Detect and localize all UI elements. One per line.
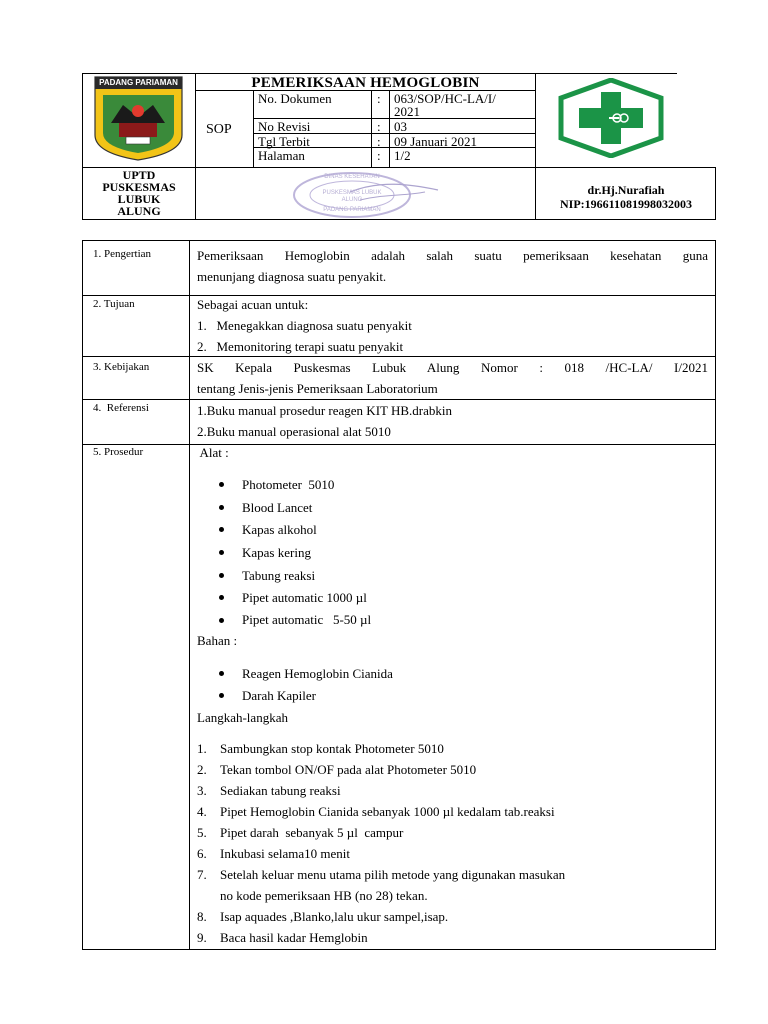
meta-rev-label: No Revisi [258, 119, 311, 134]
meta-doc-value-2: 2021 [394, 104, 420, 119]
step-num: 3. [197, 783, 207, 798]
step-text: no kode pemeriksaan HB (no 28) tekan. [220, 888, 428, 903]
stamp-text-bottom: PADANG PARIAMAN [323, 207, 381, 213]
org-line-3: LUBUK [117, 192, 161, 206]
alat-item: Photometer 5010 [242, 477, 335, 492]
bullet [219, 550, 224, 555]
step-num: 4. [197, 804, 207, 819]
signer-name: dr.Hj.Nurafiah [587, 183, 665, 197]
alat-item: Kapas kering [242, 545, 311, 560]
alat-item: Tabung reaksi [242, 568, 316, 583]
stamp-text-mid: PUSKESMAS LUBUK ALUNG [322, 190, 382, 203]
step-text: Sambungkan stop kontak Photometer 5010 [220, 741, 444, 756]
meta-doc-label: No. Dokumen [258, 91, 332, 106]
step-text: Pipet Hemoglobin Cianida sebanyak 1000 µl kedalam tab.reaksi [220, 804, 555, 819]
org-line-1: UPTD [122, 168, 156, 182]
step-num: 6. [197, 846, 207, 861]
referensi-item-2: 2.Buku manual operasional alat 5010 [197, 424, 391, 439]
meta-rev-value: 03 [394, 119, 407, 134]
meta-doc-sep: : [377, 91, 381, 106]
regional-logo [93, 75, 184, 161]
sop-label: SOP [206, 122, 232, 137]
step-text: Inkubasi selama10 menit [220, 846, 350, 861]
bullet [219, 693, 224, 698]
pengertian-line-1: Pemeriksaan Hemoglobin adalah salah suatu pemeriksaan kesehatan guna [197, 248, 708, 263]
bullet [219, 573, 224, 578]
bahan-item: Darah Kapiler [242, 688, 316, 703]
bullet [219, 505, 224, 510]
bahan-item: Reagen Hemoglobin Cianida [242, 666, 393, 681]
kebijakan-line-2: tentang Jenis-jenis Pemeriksaan Laboratorium [197, 381, 438, 396]
label-prosedur: 5. Prosedur [93, 446, 144, 458]
tujuan-item-2: 2. Memonitoring terapi suatu penyakit [197, 339, 404, 354]
bahan-title: Bahan : [197, 633, 238, 648]
step-text: Sediakan tabung reaksi [220, 783, 341, 798]
step-text: Tekan tombol ON/OF pada alat Photometer 5010 [220, 762, 477, 777]
alat-item: Pipet automatic 5-50 µl [242, 612, 372, 627]
step-num: 9. [197, 930, 207, 945]
step-num: 8. [197, 909, 207, 924]
bullet [219, 595, 224, 600]
langkah-title: Langkah-langkah [197, 710, 288, 725]
meta-page-value: 1/2 [394, 148, 411, 163]
label-referensi: 4. Referensi [93, 402, 149, 414]
meta-page-label: Halaman [258, 148, 305, 163]
alat-item: Pipet automatic 1000 µl [242, 590, 367, 605]
label-tujuan: 2. Tujuan [93, 298, 135, 310]
org-line-2: PUSKESMAS [102, 180, 176, 194]
label-pengertian: 1. Pengertian [93, 248, 152, 260]
step-num: 2. [197, 762, 207, 777]
step-num: 1. [197, 741, 207, 756]
bullet [219, 482, 224, 487]
step-text: Pipet darah sebanyak 5 µl campur [220, 825, 404, 840]
bullet [219, 618, 224, 623]
alat-title: Alat : [197, 445, 229, 460]
signer-nip: NIP:196611081998032003 [560, 197, 692, 211]
puskesmas-logo [557, 78, 665, 158]
meta-date-sep: : [377, 134, 381, 149]
label-kebijakan: 3. Kebijakan [93, 361, 150, 373]
step-text: Setelah keluar menu utama pilih metode yang digunakan masukan [220, 867, 566, 882]
meta-rev-sep: : [377, 119, 381, 134]
logo-text: PADANG PARIAMAN [99, 78, 178, 87]
meta-doc-value-1: 063/SOP/HC-LA/I/ [394, 91, 496, 106]
meta-date-value: 09 Januari 2021 [394, 134, 478, 149]
referensi-item-1: 1.Buku manual prosedur reagen KIT HB.drabkin [197, 403, 453, 418]
org-line-4: ALUNG [117, 204, 161, 218]
alat-item: Kapas alkohol [242, 522, 317, 537]
step-num: 7. [197, 867, 207, 882]
org-name [83, 169, 195, 217]
tujuan-intro: Sebagai acuan untuk: [197, 297, 309, 312]
bullet [219, 671, 224, 676]
pengertian-line-2: menunjang diagnosa suatu penyakit. [197, 269, 387, 284]
alat-item: Blood Lancet [242, 500, 313, 515]
tujuan-item-1: 1. Menegakkan diagnosa suatu penyakit [197, 318, 412, 333]
doc-title: PEMERIKSAAN HEMOGLOBIN [251, 75, 480, 91]
meta-date-label: Tgl Terbit [258, 134, 310, 149]
meta-page-sep: : [377, 148, 381, 163]
official-stamp [290, 170, 440, 220]
stamp-text-top: DINAS KESEHATAN [324, 174, 380, 180]
bullet [219, 527, 224, 532]
step-num: 5. [197, 825, 207, 840]
kebijakan-line-1: SK Kepala Puskesmas Lubuk Alung Nomor : 018 /HC-LA/ I/2021 [197, 360, 708, 375]
step-text: Isap aquades ,Blanko,lalu ukur sampel,isap. [220, 909, 449, 924]
step-text: Baca hasil kadar Hemglobin [220, 930, 368, 945]
